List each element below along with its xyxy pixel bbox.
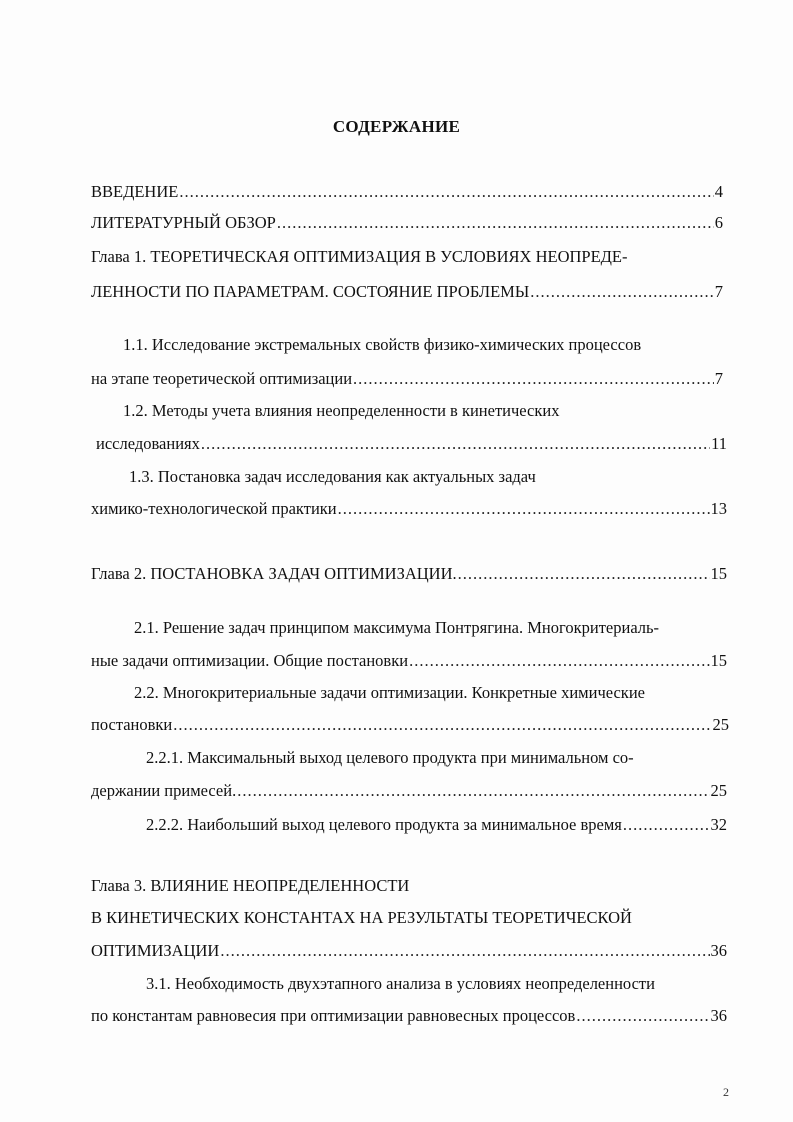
toc-entry-text: ные задачи оптимизации. Общие постановки: [91, 651, 409, 670]
toc-entry-text: по константам равновесия при оптимизации равновесных процессов: [91, 1006, 576, 1025]
toc-chapter-3-line-1: Глава 3. ВЛИЯНИЕ НЕОПРЕДЕЛЕННОСТИ: [91, 876, 410, 895]
toc-page-number: 25: [712, 715, 729, 734]
toc-page-number: 4: [714, 182, 723, 201]
dot-leader: [409, 649, 709, 673]
toc-section-2-1-line-1: 2.1. Решение задач принципом максимума Понтрягина. Многокритериаль-: [134, 618, 660, 637]
dot-leader: [623, 813, 710, 837]
toc-page-number: 15: [710, 651, 727, 670]
toc-chapter-1-line-1: Глава 1. ТЕОРЕТИЧЕСКАЯ ОПТИМИЗАЦИЯ В УСЛОВИЯХ НЕОПРЕДЕ-: [91, 247, 628, 266]
toc-entry-text: ЛИТЕРАТУРНЫЙ ОБЗОР: [91, 213, 276, 232]
toc-page-number: 36: [710, 941, 727, 960]
toc-page-number: 25: [710, 781, 727, 800]
toc-page-number: 7: [714, 369, 723, 388]
toc-section-3-1-line-2: [91, 1004, 727, 1028]
dot-leader: [201, 432, 710, 456]
toc-section-2-2-2: [146, 813, 727, 837]
toc-page-number: 13: [710, 499, 727, 518]
dot-leader: [179, 180, 713, 204]
toc-page-number: 7: [714, 282, 723, 301]
toc-entry-text: химико-технологической практики: [91, 499, 337, 518]
dot-leader: [237, 779, 709, 803]
toc-page-number: 15: [710, 564, 727, 583]
toc-entry-text: Глава 2. ПОСТАНОВКА ЗАДАЧ ОПТИМИЗАЦИИ.: [91, 564, 457, 583]
dot-leader: [458, 562, 710, 586]
dot-leader: [576, 1004, 709, 1028]
toc-section-2-2-1-line-1: 2.2.1. Максимальный выход целевого продукта при минимальном со-: [146, 748, 634, 767]
page-title: СОДЕРЖАНИЕ: [332, 117, 461, 136]
toc-page-number: 6: [714, 213, 723, 232]
toc-section-2-2-1-line-2: [91, 779, 727, 803]
toc-section-1-3-line-1: 1.3. Постановка задач исследования как актуальных задач: [129, 467, 536, 486]
toc-entry-text: ОПТИМИЗАЦИИ: [91, 941, 220, 960]
dot-leader: [277, 211, 714, 235]
dot-leader: [530, 280, 714, 304]
toc-page-number: 32: [710, 815, 727, 834]
toc-chapter-2: [91, 562, 727, 586]
page-number: 2: [723, 1085, 729, 1099]
dot-leader: [173, 713, 711, 737]
toc-section-2-2-line-1: 2.2. Многокритериальные задачи оптимизации. Конкретные химические: [134, 683, 645, 702]
toc-chapter-1-line-2: [91, 280, 723, 304]
toc-chapter-3-line-3: [91, 939, 727, 963]
toc-entry-intro: [91, 180, 723, 204]
toc-page-number: 11: [711, 434, 727, 453]
toc-entry-literature: [91, 211, 723, 235]
toc-entry-text: держании примесей.: [91, 781, 237, 800]
toc-entry-text: на этапе теоретической оптимизации: [91, 369, 353, 388]
toc-section-2-2-line-2: [91, 713, 729, 737]
toc-section-2-1-line-2: [91, 649, 727, 673]
toc-section-1-2-line-2: [96, 432, 727, 456]
dot-leader: [338, 497, 710, 521]
toc-entry-text: исследованиях: [96, 434, 200, 453]
toc-section-1-2-line-1: 1.2. Методы учета влияния неопределенности в кинетических: [123, 401, 560, 420]
toc-entry-text: ЛЕННОСТИ ПО ПАРАМЕТРАМ. СОСТОЯНИЕ ПРОБЛЕМЫ: [91, 282, 530, 301]
toc-section-3-1-line-1: 3.1. Необходимость двухэтапного анализа в условиях неопределенности: [146, 974, 655, 993]
toc-page-number: 36: [710, 1006, 727, 1025]
dot-leader: [220, 939, 709, 963]
toc-entry-text: 2.2.2. Наибольший выход целевого продукта за минимальное время: [146, 815, 622, 834]
toc-entry-text: ВВЕДЕНИЕ: [91, 182, 179, 201]
toc-section-1-3-line-2: [91, 497, 727, 521]
toc-section-1-1-line-1: 1.1. Исследование экстремальных свойств физико-химических процессов: [123, 335, 642, 354]
dot-leader: [353, 367, 714, 391]
toc-section-1-1-line-2: [91, 367, 723, 391]
toc-chapter-3-line-2: В КИНЕТИЧЕСКИХ КОНСТАНТАХ НА РЕЗУЛЬТАТЫ ТЕОРЕТИЧЕСКОЙ: [91, 908, 632, 927]
toc-entry-text: постановки: [91, 715, 173, 734]
